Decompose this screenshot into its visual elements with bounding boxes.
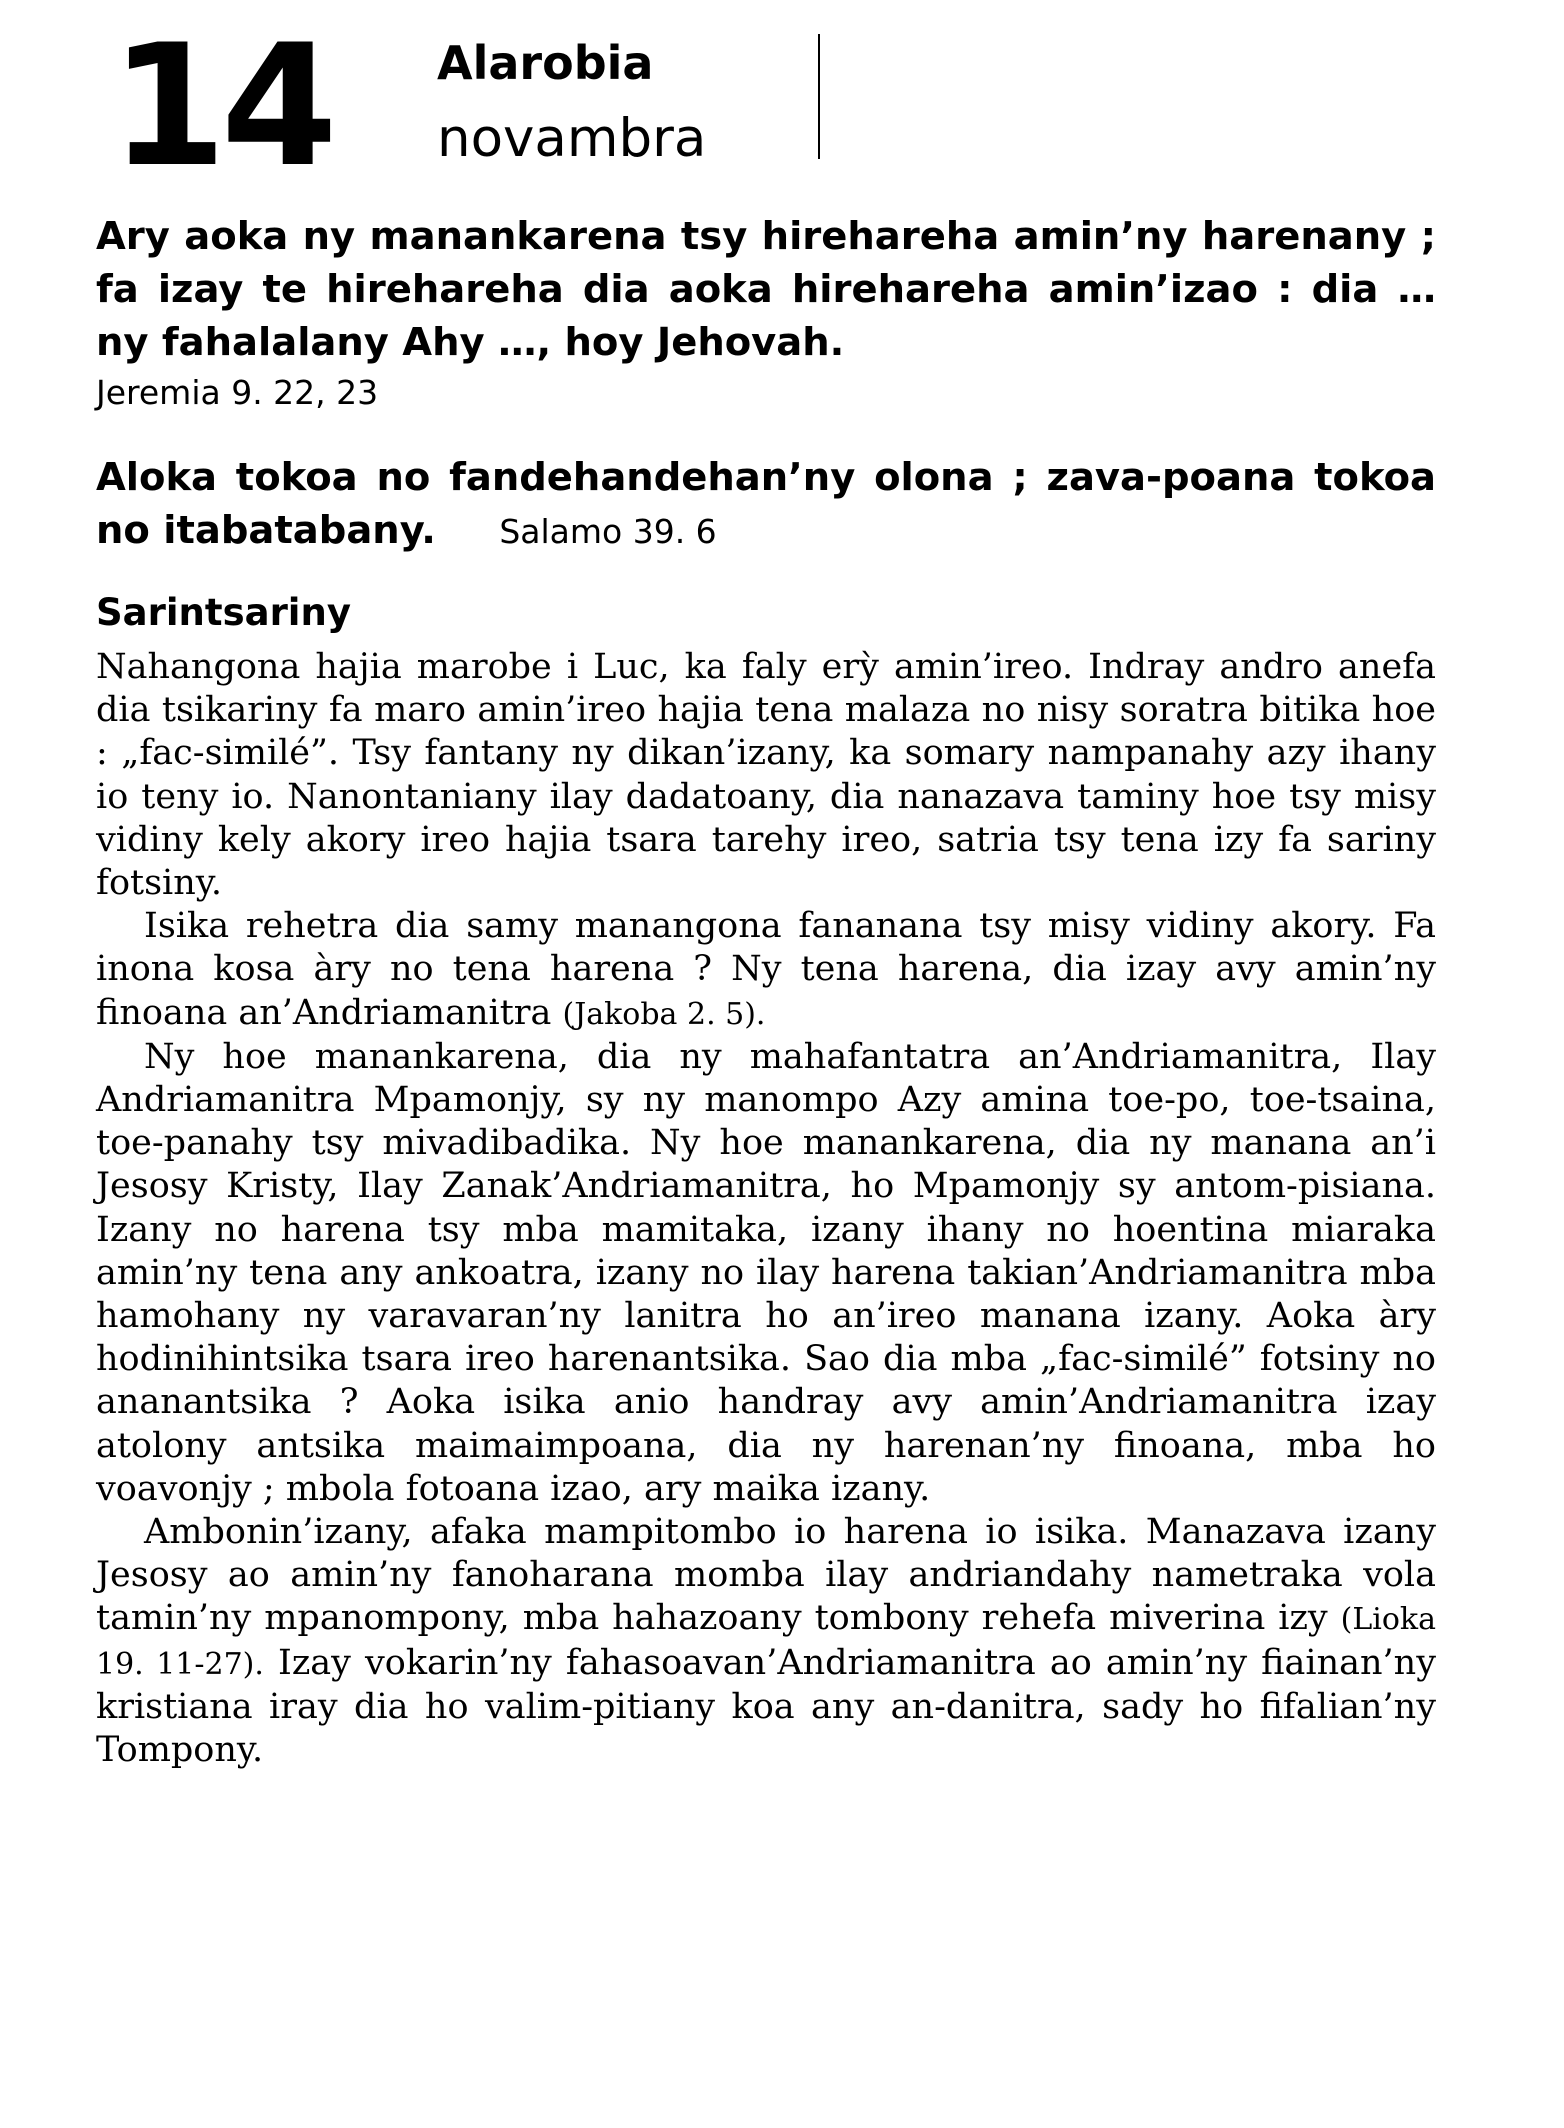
day-number: 14 (110, 8, 332, 204)
paragraph-2-reference: (Jakoba 2. 5). (562, 996, 766, 1032)
month-label: novambra (437, 108, 707, 169)
verse-2 (96, 451, 1436, 558)
weekday-label: Alarobia (437, 36, 654, 90)
verse-1-reference: Jeremia 9. 22, 23 (96, 373, 379, 412)
verse-1 (96, 210, 1436, 415)
header-divider (818, 34, 820, 159)
paragraph-3: Ny hoe manankarena, dia ny mahafantatra an’Andriamanitra, Ilay Andriamanitra Mpamonjy, sy ny manompo Azy amina toe-po, toe-tsaina, toe-panahy tsy mivadibadika. Ny hoe manankarena, dia ny manana an’i Jesosy Kristy, Ilay Zanak’Andriamanitra, ho Mpamonjy sy antom-pisiana. Izany no harena tsy mba mamitaka, izany ihany no hoentina miaraka amin’ny tena any ankoatra, izany no ilay harena takian’Andriamanitra mba hamohany ny varavaran’ny lanitra ho an’ireo manana izany. Aoka àry hodinihintsika tsara ireo harenantsika. Sao dia mba „fac-similé” fotsiny no ananantsika ? Aoka isika anio handray avy amin’Andriamanitra izay atolony antsika maimaimpoana, dia ny harenan’ny finoana, mba ho voavonjy ; mbola fotoana izao, ary maika izany. (96, 1036, 1436, 1509)
verse-1-text: Ary aoka ny manankarena tsy hirehareha amin’ny harenany ; fa izay te hirehareha dia aoka hirehareha amin’izao : dia … ny fahalalany Ahy …, hoy Jehovah. (96, 214, 1436, 365)
section-title: Sarintsariny (96, 591, 351, 634)
paragraph-4 (96, 1511, 1436, 1772)
paragraph-2 (96, 905, 1436, 1036)
paragraph-4-reference: (Lioka 19. 11-27). (96, 1602, 1436, 1682)
body-text (96, 646, 1436, 1772)
paragraph-2-text: Isika rehetra dia samy manangona fananana tsy misy vidiny akory. Fa inona kosa àry no tena harena ? Ny tena harena, dia izay avy amin’ny finoana an’Andriamanitra (96, 906, 1436, 1033)
paragraph-4-text-a: Ambonin’izany, afaka mampitombo io harena io isika. Manazava izany Jesosy ao amin’ny fanoharana momba ilay andriandahy nametraka vola tamin’ny mpanompony, mba hahazoany tombony rehefa miverina izy (96, 1512, 1436, 1639)
paragraph-1: Nahangona hajia marobe i Luc, ka faly erỳ amin’ireo. Indray andro anefa dia tsikariny fa maro amin’ireo hajia tena malaza no nisy soratra bitika hoe : „fac-similé”. Tsy fantany ny dikan’izany, ka somary nampanahy azy ihany io teny io. Nanontaniany ilay dadatoany, dia nanazava taminy hoe tsy misy vidiny kely akory ireo hajia tsara tarehy ireo, satria tsy tena izy fa sariny fotsiny. (96, 647, 1436, 904)
paragraph-4-text-b: Izay vokarin’ny fahasoavan’Andriamanitra ao amin’ny fiainan’ny kristiana iray dia ho valim-pitiany koa any an-danitra, sady ho fifalian’ny Tompony. (96, 1642, 1436, 1771)
verse-2-text: Aloka tokoa no fandehandehan’ny olona ; zava-poana tokoa no itabatabany. (96, 455, 1436, 553)
verse-2-reference: Salamo 39. 6 (499, 512, 717, 551)
